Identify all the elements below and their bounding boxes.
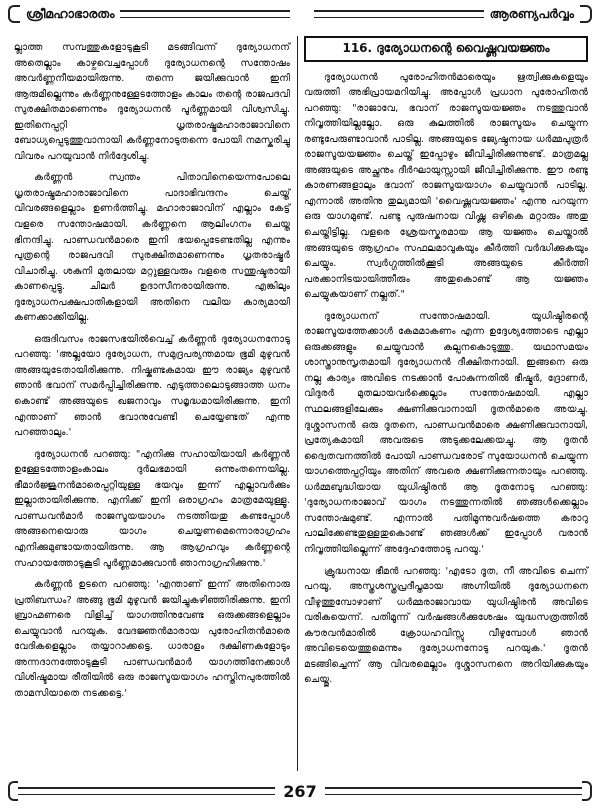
header-left-title: ശ്രീമഹാഭാരതം bbox=[26, 6, 115, 21]
page-footer bbox=[8, 778, 592, 804]
header-rule bbox=[314, 10, 484, 18]
footer-rule bbox=[18, 787, 275, 795]
paragraph: ദുര്യോധനന് സന്തോഷമായി. യുധിഷ്ഠിരന്റെ രാജസൂയത്തേക്കാൾ കേമമാകണം എന്ന ഉദ്ദേശ്യത്തോടെ എല്ലാ ഒരുക്കങ്ങളും ചെയ്യുവാൻ കല്പനകൊടുത്തു. യഥാസമയം ശാസ്ത്രാനുസൃതമായി ദുര്യോധനൻ ദീക്ഷിതനായി. ഇങ്ങനെ ഒരു നല്ല കാര്യം അവിടെ നടക്കാൻ പോകുന്നതിൽ ഭീഷ്മർ, ദ്രോണർ, വിദുരർ മുതലായവർക്കെല്ലാം സന്തോഷമായി. എല്ലാ സ്ഥലങ്ങളിലേക്കും ക്ഷണിക്കുവാനായി ദൂതൻമാരെ അയച്ചു. ദുശ്ശാസനൻ ഒരു ദൂതനെ, പാണ്ഡവൻമാരെ ക്ഷണിക്കുവാനായി, പ്രത്യേകമായി അവരുടെ അടുക്കലേക്കയച്ചു. ആ ദൂതൻ ദ്വൈതവനത്തിൽ പോയി പാണ്ഡവരോട് സുയോധനൻ ചെയ്യുന്ന യാഗത്തെപ്പറ്റിയും അതിന് അവരെ ക്ഷണിക്കുന്നതായും പറഞ്ഞു. ധർമ്മബുദ്ധിയായ യുധിഷ്ഠിരൻ ആ ദൂതനോടു പറഞ്ഞു: 'ദുര്യോധനരാജാവ് യാഗം നടത്തുന്നതിൽ ഞങ്ങൾക്കെല്ലാം സന്തോഷമുണ്ട്. എന്നാൽ പതിമൂന്നുവർഷത്തെ കരാറു പാലിക്കേണ്ടതുള്ളതുകൊണ്ട് ഞങ്ങൾക്ക് ഇപ്പോൾ വരാൻ നിവൃത്തിയില്ലെന്ന് അദ്ദേഹത്തോടു പറയൂ.' bbox=[304, 310, 588, 555]
paragraph: ദുര്യോധനൻ പുരോഹിതൻമാരെയും ഋത്വിക്കുകളെയും വരുത്തി അഭിപ്രായമറിയിച്ചു. അപ്പോൾ പ്രധാന പുരോഹിതൻ പറഞ്ഞു: "രാജാവേ, ഭവാന് രാജസൂയയജ്ഞം നടത്തുവാൻ നിവൃത്തിയില്ലല്ലോ. ഒരു കുലത്തിൽ രാജസൂയം ചെയ്യുന്ന രണ്ടുപേരുണ്ടാവാൻ പാടില്ല. അങ്ങയുടെ ജ്യേഷ്ഠനായ ധർമ്മപുത്രർ രാജസൂയയജ്ഞം ചെയ്ത് ഇപ്പോഴും ജീവിച്ചിരിക്കുന്നുണ്ട്. മാത്രമല്ല അങ്ങയുടെ അച്ഛനും ദീർഘായുസ്സായി ജീവിച്ചിരിക്കുന്നു. ഈ രണ്ടു കാരണങ്ങളാലും ഭവാന് രാജസൂയയാഗം ചെയ്യുവാൻ പാടില്ല. എന്നാൽ അതിനു തുല്യമായി 'വൈഷ്ണവയജ്ഞം' എന്നു പറയുന്ന ഒരു യാഗമുണ്ട്. പണ്ടു പുരുഷനായ വിഷ്ണു ഒഴികെ മറ്റാരും അതു ചെയ്തിട്ടില്ല. വളരെ ശ്രേയസ്കരമായ ആ യജ്ഞം ചെയ്താൽ അങ്ങയുടെ ആഗ്രഹം സഫലമാവുകയും കീർത്തി വർദ്ധിക്കുകയും ചെയ്യും. സ്വർഗ്ഗത്തിൽക്കൂടി അങ്ങയുടെ കീർത്തി പരക്കാനിടയായിത്തീരും അതുകൊണ്ട് ആ യജ്ഞം ചെയ്യുകയാണ് നല്ലത്." bbox=[304, 71, 588, 301]
header-ornament-right bbox=[580, 5, 592, 23]
paragraph: ക്രുദ്ധനായ ഭീമൻ പറഞ്ഞു: 'എടോ ദൂത, നീ അവിടെ ചെന്ന് പറയൂ, അസ്ത്രശസ്ത്രപ്രദീപ്തമായ അഗ്നിയിൽ ദുര്യോധനനെ വീഴുത്തുമ്പോഴാണ് ധർമ്മരാജാവായ യുധിഷ്ഠിരൻ അവിടെ വരികയെന്ന്. പതിമൂന്ന് വർഷങ്ങൾക്കുശേഷം യുദ്ധസത്രത്തിൽ കൗരവൻമാരിൽ ക്രോധഹവിസ്സു വീഴുമ്പോൾ ഞാൻ അവിടെയെത്തുമെന്നും ദുര്യോധനനോടു പറയുക.' ദൂതൻ മടങ്ങിച്ചെന്ന് ആ വിവരമെല്ലാം ദുശ്ശാസനനെ അറിയിക്കുകയും ചെയ്തു. bbox=[304, 565, 588, 686]
chapter-heading: 116. ദുര്യോധനന്റെ വൈഷ്ണവയജ്ഞം bbox=[304, 36, 588, 62]
footer-rule bbox=[325, 787, 582, 795]
right-column bbox=[304, 40, 588, 694]
header-rule bbox=[120, 10, 290, 18]
left-column bbox=[14, 40, 290, 707]
column-divider bbox=[297, 36, 298, 771]
header-ornament-left bbox=[8, 5, 20, 23]
paragraph: ദുര്യോധനൻ പറഞ്ഞു: "എനിക്കു സഹായിയായി കർണ്ണൻ ഉള്ളേടത്തോളംകാലം ദുർലഭമായി ഒന്നുംതന്നെയില്ല. ഭീമാർജ്ജുനൻമാരെപ്പറ്റിയുള്ള ഭയവും ഇന്ന് എല്ലാവർക്കും ഇല്ലാതായിരിക്കുന്നു. എനിക്ക് ഇനി ഒരാഗ്രഹം മാത്രമേയുള്ളൂ. പാണ്ഡവൻമാർ രാജസൂയയാഗം നടത്തിയതു കണ്ടപ്പോൾ അങ്ങനെയൊരു യാഗം ചെയ്യണമെന്നൊരാഗ്രഹം എനിക്കുമുണ്ടായതായിരുന്നു. ആ ആഗ്രഹവും കർണ്ണന്റെ സഹായത്തോടുകൂടി പൂർണ്ണമാക്കുവാൻ ഞാനാഗ്രഹിക്കുന്നു.' bbox=[14, 448, 290, 569]
paragraph: കർണ്ണൻ സ്വന്തം പിതാവിനെയെന്നപോലെ ധൃതരാഷ്ട്രമഹാരാജാവിനെ പാദാഭിവന്ദനം ചെയ്ത് വിവരങ്ങളെല്ലാം ഉണർത്തിച്ചു. മഹാരാജാവിന് എല്ലാം കേട്ട് വളരെ സന്തോഷമായി. കർണ്ണനെ ആലിംഗനം ചെയ്ത ഭിനന്ദിച്ചു. പാണ്ഡവൻമാരെ ഇനി ഭയപ്പെടേണ്ടതില്ല എന്നും പുത്രന്റെ രാജപദവി സുരക്ഷിതമാണെന്നും ധൃതരാഷ്ട്രർ വിചാരിച്ചു. ശകുനി മുതലായ മറ്റുള്ളവരും വളരെ സന്തുഷ്ടരായി കാണപ്പെട്ടു. ചിലർ ഉദാസീനരായിരുന്നു. എങ്കിലും ദുര്യോധനപക്ഷപാതികളായി അതിനെ വലിയ കാര്യമായി കണക്കാക്കിയില്ല. bbox=[14, 172, 290, 324]
header-right-title: ആരണ്യപർവ്വം bbox=[489, 6, 574, 21]
paragraph: ഒരുദിവസം രാജസഭയിൽവെച്ച് കർണ്ണൻ ദുര്യോധനനോടു പറഞ്ഞു: 'അല്ലയോ ദുര്യോധന, സമുദ്രപര്യന്തമായ ഭൂമി മുഴുവൻ അങ്ങയുടേതായിരിക്കുന്നു. നിഷ്കണ്ടകമായ ഈ രാജ്യം മുഴുവൻ ഞാൻ ഭവാന് സമർപ്പിച്ചിരിക്കുന്നു. എടുത്താലൊടുങ്ങാത്ത ധനം കൊണ്ട് അങ്ങയുടെ ഖജനാവും സമൃദ്ധമായിരിക്കുന്നു. ഇനി എന്താണ് ഞാൻ ഭവാനുവേണ്ടി ചെയ്യേണ്ടത് എന്നു പറഞ്ഞാലും.' bbox=[14, 333, 290, 439]
page-number: 267 bbox=[283, 781, 317, 801]
page-header bbox=[8, 4, 592, 24]
footer-ornament-left bbox=[8, 781, 18, 801]
paragraph: കർണ്ണൻ ഉടനെ പറഞ്ഞു: 'എന്താണ് ഇന്ന് അതിനൊരു പ്രതിബന്ധം? അങ്ങു ഭൂമി മുഴുവൻ ജയിച്ചുകഴിഞ്ഞിരിക്കുന്നു. ഇനി ബ്രാഹ്മണരെ വിളിച്ച് യാഗത്തിനുവേണ്ട ഒരുക്കങ്ങളെല്ലാം ചെയ്യുവാൻ പറയുക. വേദജ്ഞൻമാരായ പുരോഹിതൻമാരെ വേദികളെല്ലാം തയ്യാറാക്കട്ടെ. ധാരാളം ദക്ഷിണകളോടും അന്നദാനത്തോടുകൂടി പാണ്ഡവൻമാർ യാഗത്തിനേക്കാൾ വിശിഷ്ടമായ രീതിയിൽ ഒരു രാജസൂയയാഗം ഹസ്തിനപുരത്തിൽ താമസിയാതെ നടക്കട്ടെ.' bbox=[14, 579, 290, 699]
footer-ornament-right bbox=[582, 781, 592, 801]
paragraph: ല്ലാത്ത സമ്പത്തുകളോടുകൂടി മടങ്ങിവന്ന് ദുര്യോധനന് അതെല്ലാം കാഴ്ചവെച്ചപ്പോൾ ദുര്യോധനന്റെ സന്തോഷം അവർണ്ണനീയമായിരുന്നു. തന്നെ ജയിക്കുവാൻ ഇനി ആരുമില്ലെന്നും കർണ്ണനുള്ളേടത്തോളം കാലം തന്റെ രാജപദവി സുരക്ഷിതമാണെന്നും ദുര്യോധനൻ പൂർണ്ണമായി വിശ്വസിച്ചു. ഇതിനെപ്പറ്റി ധൃതരാഷ്ട്രമഹാരാജാവിനെ ബോധ്യപ്പെടുത്തുവാനായി കർണ്ണനോടുതന്നെ പോയി നമസ്കരിച്ചു വിവരം പറയുവാൻ നിർദ്ദേശിച്ചു. bbox=[14, 42, 290, 162]
